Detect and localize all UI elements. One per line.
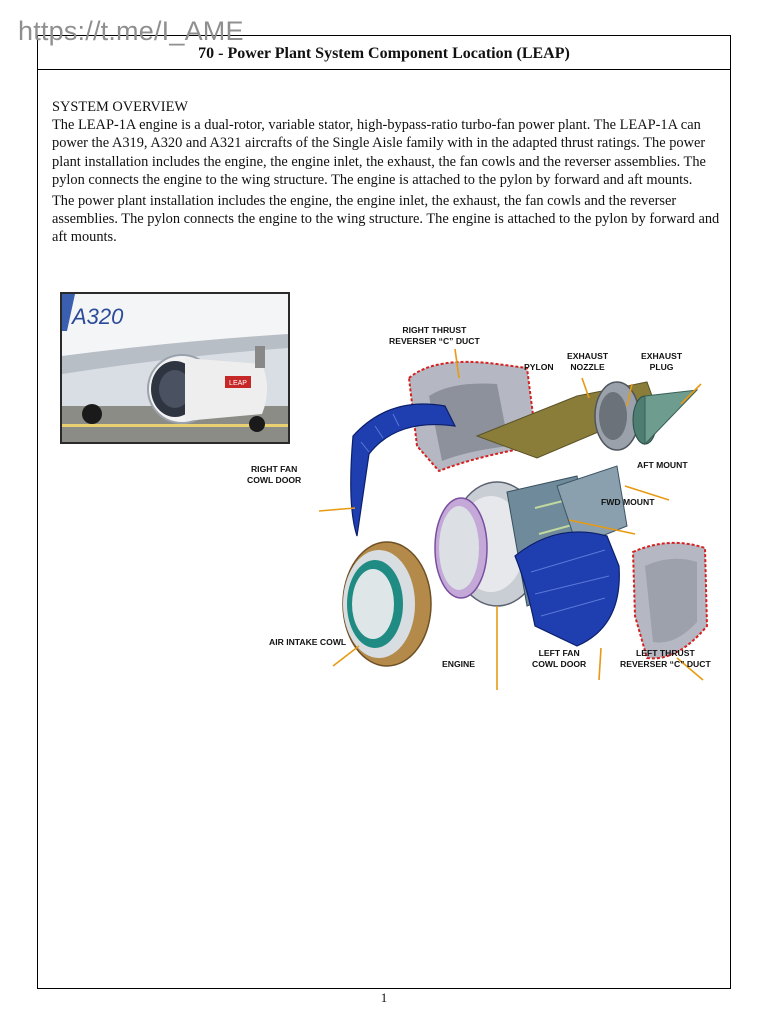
callout-left-fan-cowl-door: LEFT FAN COWL DOOR <box>532 648 587 669</box>
leader-right-fan-cowl-door <box>319 508 355 511</box>
paragraph-2: The power plant installation includes the engine, the engine inlet, the exhaust, the fan cowls and the reverser assemblies. The pylon connects the engine to the wing structure. The engine is attached to the pylon by forward and aft mounts. <box>52 193 720 246</box>
callout-left-thrust-reverser: LEFT THRUST REVERSER “C” DUCT <box>620 648 711 669</box>
leader-left-fan-cowl-door <box>599 648 601 680</box>
page-frame <box>37 35 731 989</box>
cowl-badge: LEAP <box>229 380 247 387</box>
callout-engine: ENGINE <box>442 659 475 669</box>
left-fan-cowl-door-part <box>515 532 619 646</box>
exhaust-nozzle-part <box>595 382 639 450</box>
leader-air-intake-cowl <box>333 646 359 666</box>
left-thrust-reverser-part <box>633 543 707 659</box>
section-heading: SYSTEM OVERVIEW <box>52 99 188 115</box>
callout-aft-mount: AFT MOUNT <box>637 460 688 470</box>
fuselage-text: A320 <box>72 304 124 329</box>
paragraph-1: The LEAP-1A engine is a dual-rotor, variable stator, high-bypass-ratio turbo-fan power plant. The LEAP-1A can power the A319, A320 and A321 aircrafts of the Single Aisle family with in the adapted thrust ratings. The power plant installation includes the engine, the engine inlet, the exhaust, the fan cowls and the reverser assemblies. The pylon connects the engine to the wing structure. The engine is attached to the pylon by forward and aft mounts. <box>52 117 706 188</box>
a320-engine-photo <box>60 292 290 444</box>
body-text <box>52 98 720 250</box>
callout-air-intake-cowl: AIR INTAKE COWL <box>269 637 347 647</box>
callout-fwd-mount: FWD MOUNT <box>601 497 655 507</box>
callout-right-thrust-reverser: RIGHT THRUST REVERSER “C” DUCT <box>389 325 480 346</box>
page-number: 1 <box>380 990 388 1005</box>
watermark: https://t.me/I_AME <box>18 16 244 46</box>
callout-exhaust-plug: EXHAUST PLUG <box>641 351 683 372</box>
callout-right-fan-cowl-door: RIGHT FAN COWL DOOR <box>247 464 302 485</box>
callout-exhaust-nozzle: EXHAUST NOZZLE <box>567 351 609 372</box>
callout-pylon: PYLON <box>524 362 554 372</box>
page-title: 70 - Power Plant System Component Location (LEAP) <box>38 36 730 70</box>
component-location-figure <box>57 286 723 710</box>
